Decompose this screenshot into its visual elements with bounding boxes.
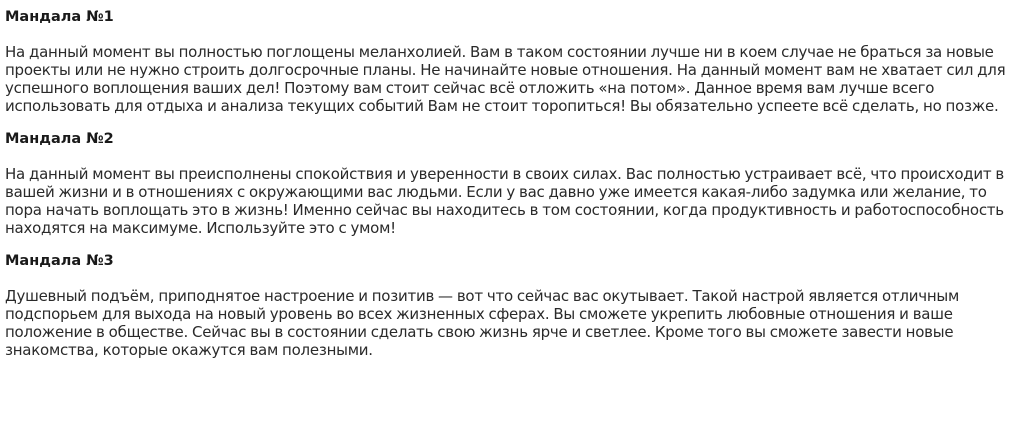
section-text-mandala-3: Душевный подъём, приподнятое настроение и позитив — вот что сейчас вас окутывает. Такой настрой является отличным подспорьем для выхода на новый уровень во всех жизненных сферах. Вы сможете укрепить любовные отношения и ваше положение в обществе. Сейчас вы в состоянии сделать свою жизнь ярче и светлее. Кроме того вы сможете завести новые знакомства, которые окажутся вам полезными. bbox=[5, 287, 960, 359]
section-text-mandala-2: На данный момент вы преисполнены спокойствия и уверенности в своих силах. Вас полностью устраивает всё, что происходит в вашей жизни и в отношениях с окружающими вас людьми. Если у вас давно уже имеется какая-либо задумка или желание, то пора начать воплощать это в жизнь! Именно сейчас вы находитесь в том состоянии, когда продуктивность и работоспособность находятся на максимуме. Используйте это с умом! bbox=[5, 165, 1004, 237]
section-text-mandala-1: На данный момент вы полностью поглощены меланхолией. Вам в таком состоянии лучше ни в коем случае не браться за новые проекты или не нужно строить долгосрочные планы. Не начинайте новые отношения. На данный момент вам не хватает сил для успешного воплощения ваших дел! Поэтому вам стоит сейчас всё отложить «на потом». Данное время вам лучше всего использовать для отдыха и анализа текущих событий Вам не стоит торопиться! Вы обязательно успеете всё сделать, но позже. bbox=[5, 43, 1006, 115]
section-title-mandala-1: Мандала №1 bbox=[5, 9, 114, 25]
section-title-mandala-2: Мандала №2 bbox=[5, 131, 114, 147]
section-title-mandala-3: Мандала №3 bbox=[5, 253, 114, 269]
